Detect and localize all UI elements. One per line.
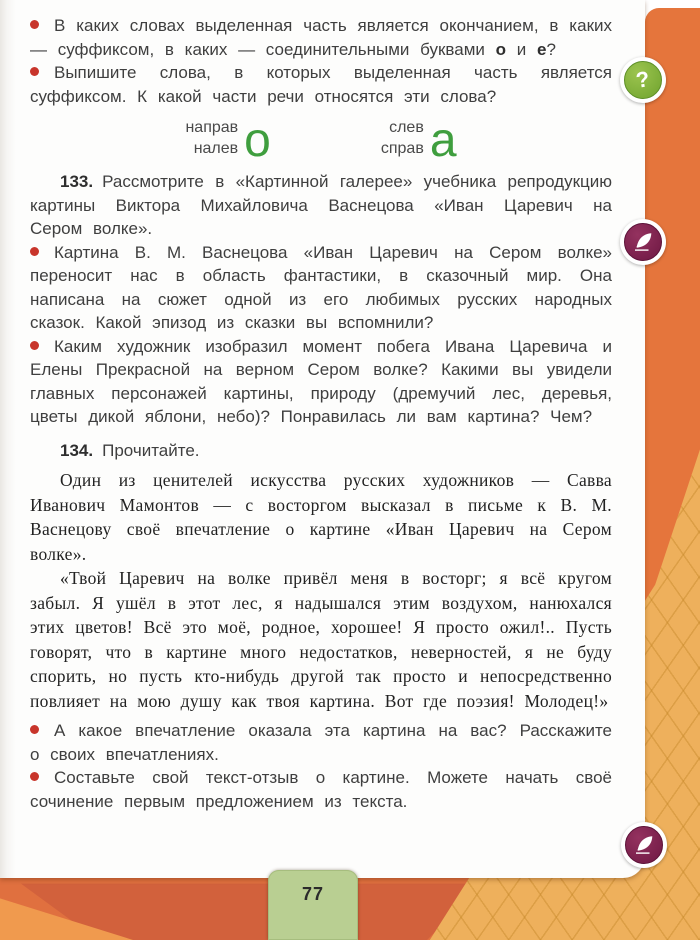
exercise-134 [30, 439, 612, 463]
exercise-number: 134. [60, 440, 94, 460]
intro-bullet-2 [30, 61, 612, 108]
page-number-tab [268, 870, 358, 940]
word-top: слев [389, 119, 424, 137]
reading-passage-2: «Твой Царевич на волке привёл меня в восторг; я всё кругом забыл. Я ушёл в этот лес, я надышался этим воздухом, нанюхался этих цветов! Всё это моё, родное, хорошее! Я просто ожил!.. Пусть говорят, что в картине много недостатков, неверностей, я не буду спорить, но пусть кто-нибудь другой так просто и непосредственно повлияет на мою душу как твоя картина. Вот где поэзия! Молодец!» [30, 568, 612, 711]
help-badge [620, 57, 666, 103]
word-top: направ [185, 119, 239, 137]
word-pair [380, 114, 457, 167]
task-text: Рассмотрите в «Картинной галерее» учебника репродукцию картины Виктора Михайловича Васнецова «Иван Царевич на Сером волке». [30, 172, 612, 239]
word-stack [185, 118, 238, 159]
word-bottom: справ [380, 139, 424, 157]
writing-badge-top [620, 219, 666, 265]
task-text: Каким художник изобразил момент побега Ивана Царевича и Елены Прекрасной на верном Сером волке? Какими вы увидели главных персонажей картины, природу (дремучий лес, деревья, цветы дикой яблони, небо)? Понравилась ли вам картина? Чем? [30, 336, 612, 427]
task-text: А какое впечатление оказала эта картина на вас? Расскажите о своих впечатлениях. [30, 721, 612, 764]
big-letter: а [429, 114, 457, 167]
bullet-icon [30, 247, 39, 256]
page-number: 77 [301, 884, 325, 904]
exercise-134-bullet-1 [30, 719, 612, 766]
bullet-icon [30, 67, 39, 76]
exercise-133 [30, 170, 612, 241]
task-text: Составьте свой текст-отзыв о картине. Можете начать своё сочинение первым предложением из текста. [30, 768, 612, 811]
big-letter: о [244, 114, 271, 167]
exercise-133-bullet-2 [30, 335, 612, 429]
feather-icon [625, 826, 663, 864]
reading-passage-1: Один из ценителей искусства русских художников — Савва Иванович Мамонтов — с восторгом высказал в письме к В. М. Васнецову своё впечатление о картине «Иван Царевич на Сером волке». [30, 470, 612, 564]
task-text: Выпишите слова, в которых выделенная часть является суффиксом. К какой части речи относятся эти слова? [30, 63, 612, 106]
word-pairs-row [30, 114, 612, 167]
word-stack [381, 118, 424, 159]
bullet-icon [30, 20, 39, 29]
bullet-icon [30, 341, 39, 350]
task-text: В каких словах выделенная часть является окончанием, в каких — суффиксом, в каких — соединительными буквами [30, 16, 612, 59]
task-text: и [506, 39, 537, 59]
bullet-icon [30, 772, 39, 781]
bold-letter-e: е [536, 39, 547, 59]
feather-icon [624, 223, 662, 261]
writing-badge-bottom [621, 822, 667, 868]
bold-letter-o: о [495, 39, 507, 59]
task-text: ? [546, 39, 556, 59]
question-icon [624, 61, 662, 99]
word-bottom: налев [193, 139, 239, 157]
task-text: Картина В. М. Васнецова «Иван Царевич на Сером волке» переносит нас в область фантастики, в сказочный мир. Она написана на сюжет одной из его любимых русских народных сказок. Какой эпизод из сказки вы вспомнили? [30, 242, 612, 333]
exercise-134-bullet-2 [30, 766, 612, 813]
exercise-133-bullet-1 [30, 241, 612, 335]
intro-bullet-1 [30, 14, 612, 61]
task-text: Прочитайте. [102, 440, 200, 460]
question-glyph: ? [634, 66, 652, 93]
exercise-number: 133. [60, 172, 94, 192]
bullet-icon [30, 725, 39, 734]
word-pair [185, 114, 271, 167]
page-content [30, 14, 612, 813]
